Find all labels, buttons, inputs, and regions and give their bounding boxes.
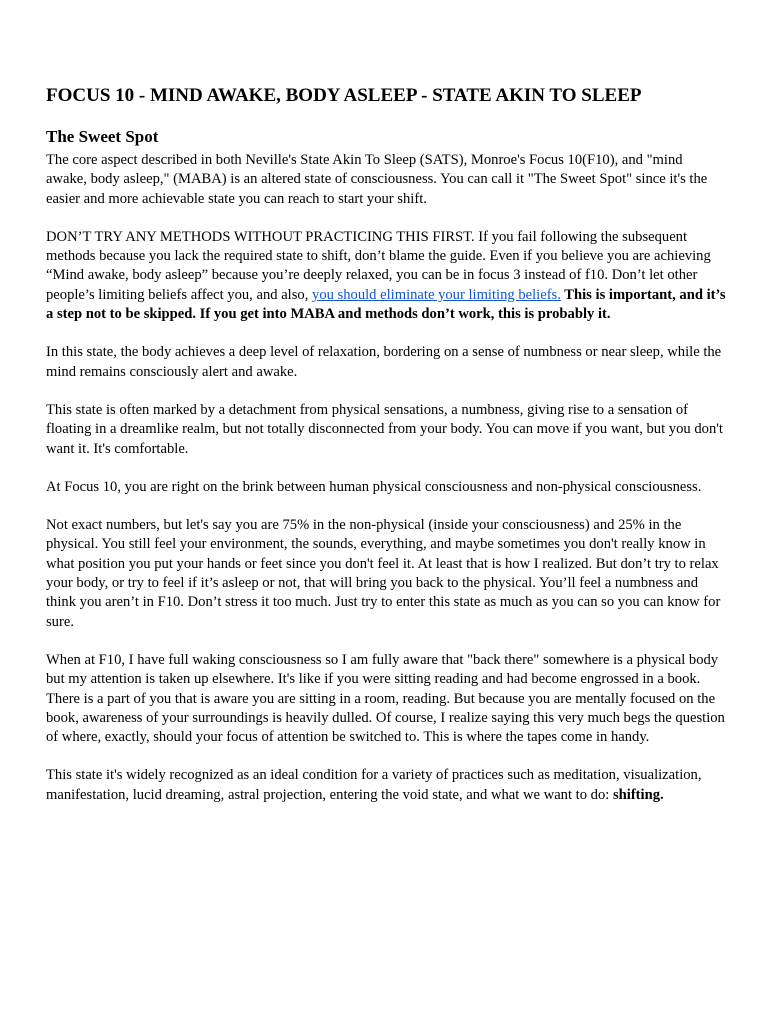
paragraph-7: When at F10, I have full waking consciousness so I am fully aware that "back there" somewhere is a physical body but my attention is taken up elsewhere. It's like if you were sitting reading and had become engrossed in a book. There is a part of you that is aware you are sitting in a room, reading. But because you are mentally focused on the book, awareness of your surroundings is heavily dulled. Of course, I realize saying this very much begs the question of where, exactly, should your focus of attention be switched to. This is where the tapes come in handy. [46,651,725,746]
paragraph-4: This state is often marked by a detachment from physical sensations, a numbness, giving rise to a sensation of floating in a dreamlike realm, but not totally disconnected from your body. You can move if you want, but you don't want it. It's comfortable. [46,401,723,457]
paragraph-5: At Focus 10, you are right on the brink between human physical consciousness and non-physical consciousness. [46,478,702,495]
paragraph-2-bold: This is important, and it’s a step not to be skipped. If you get into MABA and methods don’t work, this is probably it. [46,286,726,323]
paragraph-1: The core aspect described in both Neville's State Akin To Sleep (SATS), Monroe's Focus 10(F10), and "mind awake, body asleep," (MABA) is an altered state of consciousness. You can call it "The Sweet Spot" since it's the easier and more achievable state you can reach to start your shift. [46,152,708,207]
paragraph-2-text: DON’T TRY ANY METHODS WITHOUT PRACTICING THIS FIRST. If you fail following the subsequent methods because you lack the required state to shift, don’t blame the guide. Even if you believe you are achieving “Mind awake, body asleep” because you’re deeply relaxed, you can be in focus 3 instead of f10. Don’t let other people’s limiting beliefs affect you, and also, [46,228,711,303]
document-body [46,84,726,824]
paragraph-8-text: This state it's widely recognized as an ideal condition for a variety of practices such as meditation, visualization, manifestation, lucid dreaming, astral projection, entering the void state, and what we want to do: [46,767,702,803]
paragraph-2 [46,228,726,324]
paragraph-6: Not exact numbers, but let's say you are 75% in the non-physical (inside your consciousness) and 25% in the physical. You still feel your environment, the sounds, everything, and maybe sometimes you don't really know in what position you put your hands or feet since you don't feel it. At least that is how I realized. But don’t try to relax your body, or try to feel if it’s asleep or not, that will bring you back to the physical. You’ll feel a numbness and think you aren’t in F10. Don’t stress it too much. Just try to enter this state as much as you can so you can know for sure. [46,517,721,630]
limiting-beliefs-link[interactable]: you should eliminate your limiting beliefs. [312,286,561,303]
page-title: FOCUS 10 - MIND AWAKE, BODY ASLEEP - STATE AKIN TO SLEEP [46,85,642,106]
section-heading: The Sweet Spot [46,127,159,146]
paragraph-8 [46,766,726,805]
paragraph-8-bold: shifting. [612,786,664,803]
paragraph-3: In this state, the body achieves a deep level of relaxation, bordering on a sense of numbness or near sleep, while the mind remains consciously alert and awake. [46,344,722,380]
